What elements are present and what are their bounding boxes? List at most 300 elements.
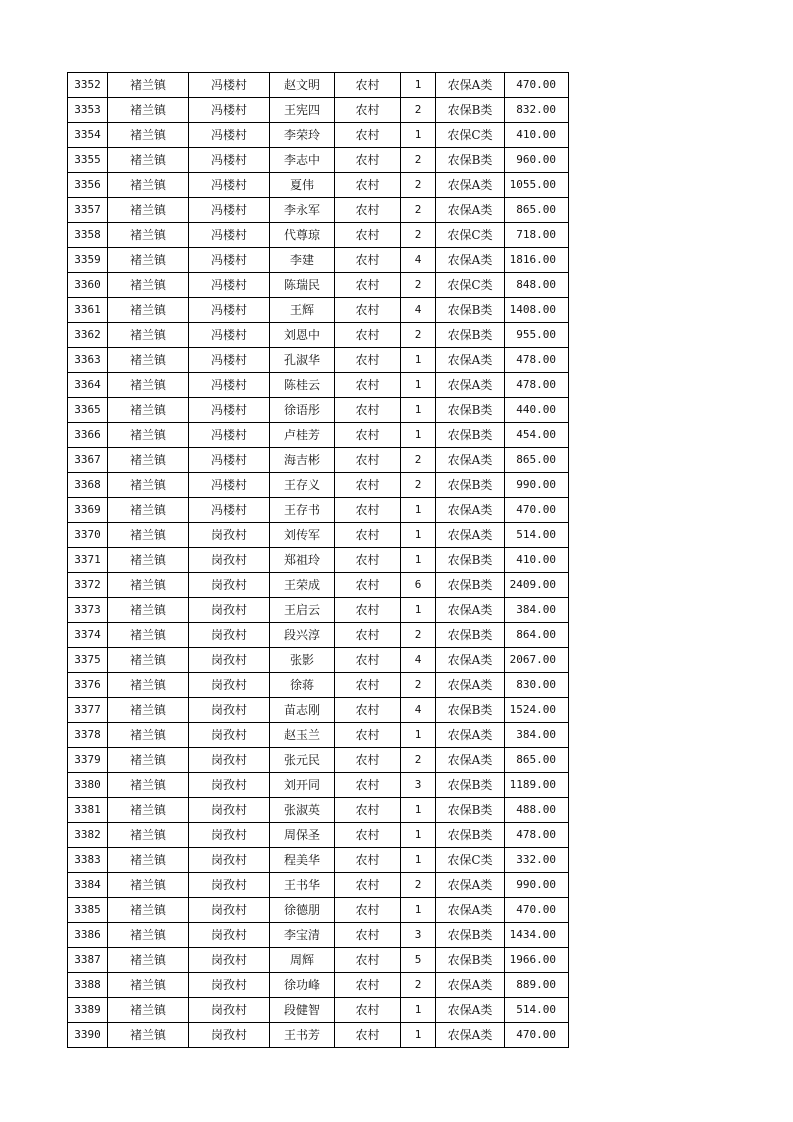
amount-cell: 384.00 (505, 598, 569, 623)
member-count-cell: 4 (401, 648, 436, 673)
village-cell: 冯楼村 (189, 398, 270, 423)
name-cell: 周保圣 (270, 823, 335, 848)
amount-cell: 440.00 (505, 398, 569, 423)
village-cell: 冯楼村 (189, 473, 270, 498)
household-type-cell: 农村 (335, 73, 401, 98)
category-cell: 农保A类 (436, 1023, 505, 1048)
household-type-cell: 农村 (335, 273, 401, 298)
serial-cell: 3369 (68, 498, 108, 523)
category-cell: 农保B类 (436, 98, 505, 123)
name-cell: 王书芳 (270, 1023, 335, 1048)
household-type-cell: 农村 (335, 223, 401, 248)
category-cell: 农保A类 (436, 648, 505, 673)
serial-cell: 3386 (68, 923, 108, 948)
category-cell: 农保A类 (436, 498, 505, 523)
town-cell: 褚兰镇 (108, 623, 189, 648)
town-cell: 褚兰镇 (108, 698, 189, 723)
name-cell: 陈瑞民 (270, 273, 335, 298)
table-row (68, 798, 569, 823)
category-cell: 农保B类 (436, 698, 505, 723)
town-cell: 褚兰镇 (108, 473, 189, 498)
name-cell: 赵玉兰 (270, 723, 335, 748)
household-type-cell: 农村 (335, 123, 401, 148)
village-cell: 岗孜村 (189, 1023, 270, 1048)
village-cell: 岗孜村 (189, 823, 270, 848)
household-type-cell: 农村 (335, 848, 401, 873)
category-cell: 农保B类 (436, 473, 505, 498)
serial-cell: 3364 (68, 373, 108, 398)
serial-cell: 3362 (68, 323, 108, 348)
table-row (68, 723, 569, 748)
member-count-cell: 2 (401, 223, 436, 248)
serial-cell: 3375 (68, 648, 108, 673)
table-row (68, 148, 569, 173)
name-cell: 卢桂芳 (270, 423, 335, 448)
household-type-cell: 农村 (335, 948, 401, 973)
town-cell: 褚兰镇 (108, 173, 189, 198)
town-cell: 褚兰镇 (108, 548, 189, 573)
serial-cell: 3388 (68, 973, 108, 998)
name-cell: 李建 (270, 248, 335, 273)
village-cell: 岗孜村 (189, 573, 270, 598)
table-row (68, 1023, 569, 1048)
category-cell: 农保A类 (436, 373, 505, 398)
town-cell: 褚兰镇 (108, 323, 189, 348)
category-cell: 农保C类 (436, 848, 505, 873)
amount-cell: 718.00 (505, 223, 569, 248)
member-count-cell: 1 (401, 423, 436, 448)
amount-cell: 514.00 (505, 523, 569, 548)
table-row (68, 773, 569, 798)
household-type-cell: 农村 (335, 523, 401, 548)
name-cell: 张影 (270, 648, 335, 673)
name-cell: 赵文明 (270, 73, 335, 98)
category-cell: 农保B类 (436, 573, 505, 598)
member-count-cell: 1 (401, 398, 436, 423)
amount-cell: 955.00 (505, 323, 569, 348)
village-cell: 冯楼村 (189, 298, 270, 323)
amount-cell: 1816.00 (505, 248, 569, 273)
village-cell: 冯楼村 (189, 148, 270, 173)
member-count-cell: 1 (401, 348, 436, 373)
name-cell: 苗志刚 (270, 698, 335, 723)
town-cell: 褚兰镇 (108, 998, 189, 1023)
serial-cell: 3360 (68, 273, 108, 298)
name-cell: 王辉 (270, 298, 335, 323)
town-cell: 褚兰镇 (108, 748, 189, 773)
household-type-cell: 农村 (335, 748, 401, 773)
town-cell: 褚兰镇 (108, 448, 189, 473)
name-cell: 段健智 (270, 998, 335, 1023)
category-cell: 农保A类 (436, 173, 505, 198)
town-cell: 褚兰镇 (108, 598, 189, 623)
category-cell: 农保A类 (436, 673, 505, 698)
member-count-cell: 2 (401, 273, 436, 298)
village-cell: 冯楼村 (189, 448, 270, 473)
name-cell: 徐德朋 (270, 898, 335, 923)
member-count-cell: 2 (401, 748, 436, 773)
member-count-cell: 2 (401, 98, 436, 123)
town-cell: 褚兰镇 (108, 248, 189, 273)
category-cell: 农保B类 (436, 773, 505, 798)
town-cell: 褚兰镇 (108, 148, 189, 173)
table-row (68, 298, 569, 323)
amount-cell: 848.00 (505, 273, 569, 298)
member-count-cell: 1 (401, 823, 436, 848)
village-cell: 岗孜村 (189, 798, 270, 823)
town-cell: 褚兰镇 (108, 373, 189, 398)
name-cell: 段兴淳 (270, 623, 335, 648)
table-row (68, 748, 569, 773)
household-type-cell: 农村 (335, 998, 401, 1023)
table-row (68, 948, 569, 973)
village-cell: 冯楼村 (189, 248, 270, 273)
serial-cell: 3378 (68, 723, 108, 748)
table-row (68, 98, 569, 123)
serial-cell: 3382 (68, 823, 108, 848)
name-cell: 夏伟 (270, 173, 335, 198)
name-cell: 李宝清 (270, 923, 335, 948)
member-count-cell: 1 (401, 1023, 436, 1048)
category-cell: 农保A类 (436, 748, 505, 773)
table-row (68, 73, 569, 98)
amount-cell: 470.00 (505, 73, 569, 98)
member-count-cell: 2 (401, 973, 436, 998)
household-type-cell: 农村 (335, 623, 401, 648)
household-type-cell: 农村 (335, 398, 401, 423)
category-cell: 农保B类 (436, 548, 505, 573)
village-cell: 岗孜村 (189, 523, 270, 548)
name-cell: 郑祖玲 (270, 548, 335, 573)
household-type-cell: 农村 (335, 798, 401, 823)
table-row (68, 473, 569, 498)
village-cell: 岗孜村 (189, 898, 270, 923)
category-cell: 农保B类 (436, 423, 505, 448)
member-count-cell: 1 (401, 798, 436, 823)
name-cell: 徐蒋 (270, 673, 335, 698)
name-cell: 李永军 (270, 198, 335, 223)
table-row (68, 848, 569, 873)
town-cell: 褚兰镇 (108, 723, 189, 748)
amount-cell: 478.00 (505, 348, 569, 373)
category-cell: 农保A类 (436, 348, 505, 373)
village-cell: 岗孜村 (189, 623, 270, 648)
household-type-cell: 农村 (335, 98, 401, 123)
category-cell: 农保A类 (436, 73, 505, 98)
member-count-cell: 2 (401, 873, 436, 898)
household-type-cell: 农村 (335, 548, 401, 573)
household-type-cell: 农村 (335, 148, 401, 173)
serial-cell: 3390 (68, 1023, 108, 1048)
village-cell: 冯楼村 (189, 173, 270, 198)
household-type-cell: 农村 (335, 823, 401, 848)
serial-cell: 3379 (68, 748, 108, 773)
amount-cell: 1434.00 (505, 923, 569, 948)
amount-cell: 410.00 (505, 548, 569, 573)
member-count-cell: 2 (401, 473, 436, 498)
table-body (68, 73, 569, 1048)
amount-cell: 470.00 (505, 1023, 569, 1048)
name-cell: 程美华 (270, 848, 335, 873)
name-cell: 海吉彬 (270, 448, 335, 473)
amount-cell: 2067.00 (505, 648, 569, 673)
serial-cell: 3359 (68, 248, 108, 273)
table-row (68, 398, 569, 423)
member-count-cell: 1 (401, 373, 436, 398)
table-row (68, 498, 569, 523)
amount-cell: 332.00 (505, 848, 569, 873)
amount-cell: 990.00 (505, 473, 569, 498)
village-cell: 岗孜村 (189, 673, 270, 698)
village-cell: 岗孜村 (189, 923, 270, 948)
amount-cell: 478.00 (505, 823, 569, 848)
category-cell: 农保A类 (436, 523, 505, 548)
serial-cell: 3385 (68, 898, 108, 923)
member-count-cell: 1 (401, 123, 436, 148)
table-row (68, 173, 569, 198)
town-cell: 褚兰镇 (108, 498, 189, 523)
village-cell: 岗孜村 (189, 848, 270, 873)
amount-cell: 832.00 (505, 98, 569, 123)
village-cell: 岗孜村 (189, 948, 270, 973)
household-type-cell: 农村 (335, 723, 401, 748)
amount-cell: 1408.00 (505, 298, 569, 323)
village-cell: 岗孜村 (189, 598, 270, 623)
table-row (68, 198, 569, 223)
serial-cell: 3353 (68, 98, 108, 123)
amount-cell: 1524.00 (505, 698, 569, 723)
household-type-cell: 农村 (335, 1023, 401, 1048)
village-cell: 冯楼村 (189, 223, 270, 248)
household-type-cell: 农村 (335, 323, 401, 348)
member-count-cell: 1 (401, 598, 436, 623)
member-count-cell: 2 (401, 148, 436, 173)
town-cell: 褚兰镇 (108, 573, 189, 598)
serial-cell: 3387 (68, 948, 108, 973)
category-cell: 农保B类 (436, 948, 505, 973)
town-cell: 褚兰镇 (108, 523, 189, 548)
member-count-cell: 1 (401, 73, 436, 98)
serial-cell: 3373 (68, 598, 108, 623)
town-cell: 褚兰镇 (108, 648, 189, 673)
serial-cell: 3384 (68, 873, 108, 898)
amount-cell: 488.00 (505, 798, 569, 823)
household-type-cell: 农村 (335, 248, 401, 273)
village-cell: 冯楼村 (189, 423, 270, 448)
table-row (68, 973, 569, 998)
serial-cell: 3371 (68, 548, 108, 573)
town-cell: 褚兰镇 (108, 923, 189, 948)
member-count-cell: 2 (401, 173, 436, 198)
member-count-cell: 2 (401, 323, 436, 348)
serial-cell: 3352 (68, 73, 108, 98)
table-row (68, 623, 569, 648)
town-cell: 褚兰镇 (108, 73, 189, 98)
town-cell: 褚兰镇 (108, 823, 189, 848)
household-type-cell: 农村 (335, 673, 401, 698)
table-row (68, 673, 569, 698)
town-cell: 褚兰镇 (108, 423, 189, 448)
village-cell: 冯楼村 (189, 123, 270, 148)
name-cell: 王启云 (270, 598, 335, 623)
town-cell: 褚兰镇 (108, 223, 189, 248)
village-cell: 岗孜村 (189, 723, 270, 748)
amount-cell: 865.00 (505, 448, 569, 473)
household-type-cell: 农村 (335, 348, 401, 373)
name-cell: 王宪四 (270, 98, 335, 123)
village-cell: 冯楼村 (189, 73, 270, 98)
category-cell: 农保C类 (436, 123, 505, 148)
category-cell: 农保B类 (436, 623, 505, 648)
serial-cell: 3365 (68, 398, 108, 423)
serial-cell: 3366 (68, 423, 108, 448)
household-type-cell: 农村 (335, 423, 401, 448)
table-row (68, 448, 569, 473)
amount-cell: 1966.00 (505, 948, 569, 973)
member-count-cell: 4 (401, 298, 436, 323)
member-count-cell: 1 (401, 848, 436, 873)
table-row (68, 423, 569, 448)
table-row (68, 223, 569, 248)
table-row (68, 348, 569, 373)
town-cell: 褚兰镇 (108, 948, 189, 973)
town-cell: 褚兰镇 (108, 1023, 189, 1048)
table-row (68, 873, 569, 898)
category-cell: 农保A类 (436, 873, 505, 898)
category-cell: 农保B类 (436, 798, 505, 823)
household-type-cell: 农村 (335, 373, 401, 398)
village-cell: 岗孜村 (189, 648, 270, 673)
serial-cell: 3367 (68, 448, 108, 473)
table-row (68, 648, 569, 673)
name-cell: 李荣玲 (270, 123, 335, 148)
household-type-cell: 农村 (335, 473, 401, 498)
name-cell: 王存义 (270, 473, 335, 498)
village-cell: 岗孜村 (189, 973, 270, 998)
member-count-cell: 1 (401, 548, 436, 573)
village-cell: 岗孜村 (189, 873, 270, 898)
member-count-cell: 4 (401, 248, 436, 273)
member-count-cell: 2 (401, 673, 436, 698)
name-cell: 陈桂云 (270, 373, 335, 398)
household-type-cell: 农村 (335, 898, 401, 923)
village-cell: 冯楼村 (189, 373, 270, 398)
member-count-cell: 6 (401, 573, 436, 598)
name-cell: 张元民 (270, 748, 335, 773)
name-cell: 刘开同 (270, 773, 335, 798)
member-count-cell: 5 (401, 948, 436, 973)
table-row (68, 898, 569, 923)
village-cell: 冯楼村 (189, 273, 270, 298)
village-cell: 冯楼村 (189, 98, 270, 123)
village-cell: 冯楼村 (189, 198, 270, 223)
town-cell: 褚兰镇 (108, 273, 189, 298)
village-cell: 岗孜村 (189, 998, 270, 1023)
category-cell: 农保B类 (436, 323, 505, 348)
member-count-cell: 4 (401, 698, 436, 723)
village-cell: 岗孜村 (189, 548, 270, 573)
amount-cell: 1189.00 (505, 773, 569, 798)
name-cell: 刘传军 (270, 523, 335, 548)
category-cell: 农保B类 (436, 148, 505, 173)
village-cell: 岗孜村 (189, 773, 270, 798)
serial-cell: 3356 (68, 173, 108, 198)
town-cell: 褚兰镇 (108, 673, 189, 698)
member-count-cell: 2 (401, 448, 436, 473)
household-type-cell: 农村 (335, 298, 401, 323)
household-type-cell: 农村 (335, 873, 401, 898)
category-cell: 农保A类 (436, 973, 505, 998)
household-type-cell: 农村 (335, 648, 401, 673)
household-type-cell: 农村 (335, 923, 401, 948)
amount-cell: 470.00 (505, 898, 569, 923)
category-cell: 农保A类 (436, 448, 505, 473)
serial-cell: 3355 (68, 148, 108, 173)
household-type-cell: 农村 (335, 973, 401, 998)
amount-cell: 2409.00 (505, 573, 569, 598)
household-type-cell: 农村 (335, 598, 401, 623)
category-cell: 农保C类 (436, 273, 505, 298)
town-cell: 褚兰镇 (108, 973, 189, 998)
town-cell: 褚兰镇 (108, 198, 189, 223)
category-cell: 农保A类 (436, 998, 505, 1023)
serial-cell: 3358 (68, 223, 108, 248)
town-cell: 褚兰镇 (108, 98, 189, 123)
serial-cell: 3372 (68, 573, 108, 598)
name-cell: 刘恩中 (270, 323, 335, 348)
member-count-cell: 1 (401, 723, 436, 748)
table-row (68, 573, 569, 598)
table-row (68, 698, 569, 723)
name-cell: 代尊琼 (270, 223, 335, 248)
household-type-cell: 农村 (335, 173, 401, 198)
member-count-cell: 2 (401, 623, 436, 648)
name-cell: 徐语彤 (270, 398, 335, 423)
amount-cell: 478.00 (505, 373, 569, 398)
member-count-cell: 2 (401, 198, 436, 223)
amount-cell: 514.00 (505, 998, 569, 1023)
member-count-cell: 1 (401, 998, 436, 1023)
serial-cell: 3357 (68, 198, 108, 223)
town-cell: 褚兰镇 (108, 848, 189, 873)
amount-cell: 990.00 (505, 873, 569, 898)
village-cell: 冯楼村 (189, 348, 270, 373)
table-row (68, 323, 569, 348)
name-cell: 张淑英 (270, 798, 335, 823)
serial-cell: 3376 (68, 673, 108, 698)
town-cell: 褚兰镇 (108, 123, 189, 148)
household-type-cell: 农村 (335, 773, 401, 798)
town-cell: 褚兰镇 (108, 773, 189, 798)
serial-cell: 3380 (68, 773, 108, 798)
category-cell: 农保A类 (436, 598, 505, 623)
category-cell: 农保A类 (436, 898, 505, 923)
amount-cell: 960.00 (505, 148, 569, 173)
serial-cell: 3374 (68, 623, 108, 648)
amount-cell: 1055.00 (505, 173, 569, 198)
serial-cell: 3377 (68, 698, 108, 723)
category-cell: 农保A类 (436, 723, 505, 748)
amount-cell: 865.00 (505, 748, 569, 773)
member-count-cell: 3 (401, 923, 436, 948)
table-row (68, 923, 569, 948)
table-row (68, 373, 569, 398)
category-cell: 农保A类 (436, 198, 505, 223)
amount-cell: 410.00 (505, 123, 569, 148)
table-row (68, 273, 569, 298)
amount-cell: 470.00 (505, 498, 569, 523)
town-cell: 褚兰镇 (108, 298, 189, 323)
